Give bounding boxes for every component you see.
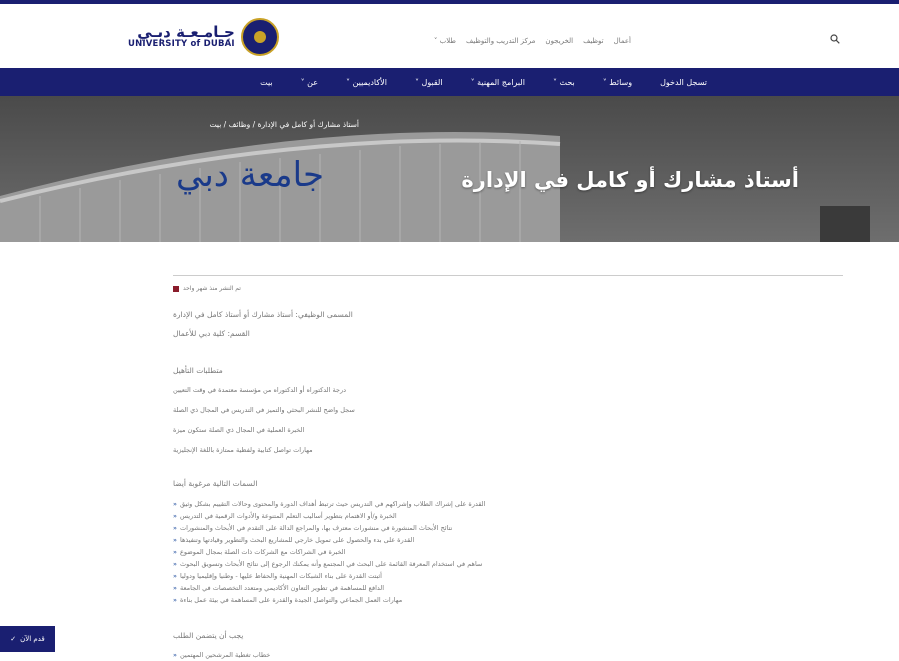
top-link-jobs[interactable]: توظيف: [583, 37, 604, 45]
top-links: [434, 37, 631, 45]
search-icon[interactable]: [830, 34, 840, 44]
double-chevron-icon: »: [173, 584, 177, 592]
application-item: » خطاب تغطية المرشحين المهتمين: [173, 651, 271, 659]
university-seal-icon: [241, 18, 279, 56]
nav-home[interactable]: بيت: [260, 77, 273, 87]
nav-admissions[interactable]: القبول ˅: [414, 77, 443, 87]
nav-about[interactable]: عن ˅: [300, 77, 319, 87]
nav-media[interactable]: وسائط ˅: [602, 77, 633, 87]
qualification-item: مهارات تواصل كتابية ولفظية ممتازة باللغة الإنجليزية: [173, 446, 313, 454]
desired-item: » الخبرة و/أو الاهتمام بتطوير أساليب التعلم المتنوعة والأدوات الرقمية في التدريس: [173, 512, 397, 520]
building-sign-text: جامعة دبي: [176, 155, 324, 195]
double-chevron-icon: »: [173, 512, 177, 520]
top-link-students[interactable]: طلاب ˅: [433, 37, 456, 45]
breadcrumb[interactable]: أستاذ مشارك أو كامل في الإدارة / وظائف / بيت: [209, 120, 359, 129]
top-link-training-center[interactable]: مركز التدريب والتوظيف: [465, 37, 536, 45]
qualifications-heading: متطلبات التأهيل: [173, 366, 223, 375]
double-chevron-icon: »: [173, 572, 177, 580]
job-post: [173, 275, 843, 659]
main-nav: [0, 68, 899, 96]
top-header: [0, 0, 899, 68]
desired-item: » الدافع للمساهمة في تطوير التعاون الأكاديمي ومتعدد التخصصات في الجامعة: [173, 584, 385, 592]
desired-item: » نتائج الأبحاث المنشورة في منشورات معترف بها، والمراجع الدالة على التقدم في الأبحاث والمنشورات: [173, 524, 453, 532]
double-chevron-icon: »: [173, 596, 177, 604]
nav-academics[interactable]: الأكاديميين ˅: [346, 77, 387, 87]
department-line: القسم: كلية دبي للأعمال: [173, 329, 250, 338]
apply-now-button[interactable]: ✓ قدم الآن: [0, 626, 55, 652]
double-chevron-icon: »: [173, 548, 177, 556]
top-link-business[interactable]: أعمال: [613, 37, 631, 45]
desired-item: » الخبرة في الشراكات مع الشركات ذات الصلة بمجال الموضوع: [173, 548, 346, 556]
university-logo[interactable]: [128, 18, 279, 56]
check-icon: ✓: [10, 635, 17, 643]
desired-item: » مهارات العمل الجماعي والتواصل الجيدة والقدرة على المساهمة في بيئة عمل بناءة: [173, 596, 403, 604]
qualification-item: سجل واضح للنشر البحثي والتميز في التدريس في المجال ذي الصلة: [173, 406, 355, 414]
nav-login[interactable]: تسجل الدخول: [660, 77, 707, 87]
post-date: تم النشر منذ شهر واحد: [173, 285, 241, 292]
logo-arabic: جـامـعـة دبـي: [137, 22, 235, 41]
desired-item: » القدرة على إشراك الطلاب وإشراكهم في التدريس حيث ترتبط أهداف الدورة والمحتوى وحالات التقييم بشكل وثيق: [173, 500, 486, 508]
double-chevron-icon: »: [173, 536, 177, 544]
qualification-item: درجة الدكتوراه أو الدكتوراه من مؤسسة معتمدة في وقت التعيين: [173, 386, 347, 394]
double-chevron-icon: »: [173, 524, 177, 532]
top-link-alumni[interactable]: الخريجون: [545, 37, 574, 45]
double-chevron-icon: »: [173, 651, 177, 659]
hero-banner: [0, 96, 899, 242]
application-heading: يجب أن يتضمن الطلب: [173, 631, 244, 640]
logo-english: UNIVERSITY of DUBAI: [128, 39, 235, 50]
nav-research[interactable]: بحث ˅: [552, 77, 575, 87]
job-title-line: المسمى الوظيفي: أستاذ مشارك أو أستاذ كامل في الإدارة: [173, 310, 353, 319]
desired-item: » القدرة على بدء والحصول على تمويل خارجي للمشاريع البحث والتطوير وقيادتها وتنفيذها: [173, 536, 415, 544]
qualification-item: الخبرة العملية في المجال ذي الصلة ستكون ميزة: [173, 426, 305, 434]
calendar-icon: [173, 286, 179, 292]
desired-heading: السمات التالية مرغوبة أيضا: [173, 479, 258, 488]
desired-item: » ساهم في استخدام المعرفة القائمة على البحث في المجتمع وأنه يمكنك الرجوع إلى نتائج الأبحاث وتسويق البحوث: [173, 560, 483, 568]
page-title: أستاذ مشارك أو كامل في الإدارة: [461, 168, 799, 192]
desired-item: » أثبتت القدرة على بناء الشبكات المهنية والحفاظ عليها - وطنيا وإقليميا ودوليا: [173, 572, 382, 580]
nav-professional-programs[interactable]: البرامج المهنية ˅: [470, 77, 525, 87]
double-chevron-icon: »: [173, 500, 177, 508]
double-chevron-icon: »: [173, 560, 177, 568]
